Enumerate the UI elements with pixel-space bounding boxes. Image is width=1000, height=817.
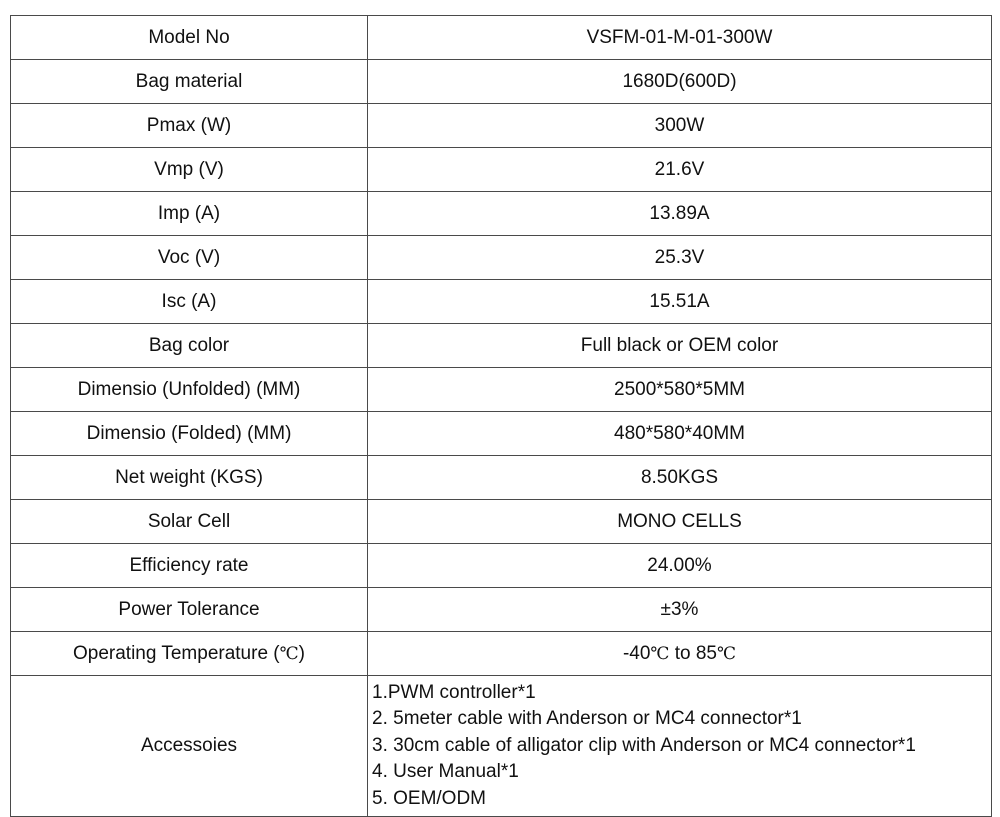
spec-label: Accessoies xyxy=(11,676,368,817)
temp-unit-min: ℃ xyxy=(650,643,670,664)
spec-value: MONO CELLS xyxy=(368,500,992,544)
spec-value: 21.6V xyxy=(368,148,992,192)
spec-row-bag-material xyxy=(11,60,992,104)
spec-label: Pmax (W) xyxy=(11,104,368,148)
spec-row-imp xyxy=(11,192,992,236)
spec-row-net-weight xyxy=(11,456,992,500)
spec-label: Bag material xyxy=(11,60,368,104)
spec-label: Voc (V) xyxy=(11,236,368,280)
spec-label: Power Tolerance xyxy=(11,588,368,632)
spec-label: Efficiency rate xyxy=(11,544,368,588)
spec-row-pmax xyxy=(11,104,992,148)
spec-label: Isc (A) xyxy=(11,280,368,324)
spec-label: Dimensio (Unfolded) (MM) xyxy=(11,368,368,412)
accessory-item: 5. OEM/ODM xyxy=(372,787,487,809)
spec-row-accessories xyxy=(11,676,992,817)
spec-row-bag-color xyxy=(11,324,992,368)
accessory-item: 2. 5meter cable with Anderson or MC4 connector*1 xyxy=(372,708,802,730)
spec-label: Dimensio (Folded) (MM) xyxy=(11,412,368,456)
accessory-item: 4. User Manual*1 xyxy=(372,761,519,783)
spec-value: 25.3V xyxy=(368,236,992,280)
spec-row-solar-cell xyxy=(11,500,992,544)
temp-label-unit: ℃ xyxy=(279,643,299,664)
spec-value: 480*580*40MM xyxy=(368,412,992,456)
spec-row-voc xyxy=(11,236,992,280)
accessory-item: 1.PWM controller*1 xyxy=(372,681,536,703)
spec-value: 2500*580*5MM xyxy=(368,368,992,412)
spec-value: 300W xyxy=(368,104,992,148)
temp-label-close: ) xyxy=(298,642,305,664)
spec-label: Net weight (KGS) xyxy=(11,456,368,500)
spec-value: 24.00% xyxy=(368,544,992,588)
spec-row-dimension-unfolded xyxy=(11,368,992,412)
spec-row-vmp xyxy=(11,148,992,192)
spec-label: Model No xyxy=(11,16,368,60)
accessory-item: 3. 30cm cable of alligator clip with Anderson or MC4 connector*1 xyxy=(372,734,916,756)
spec-value: Full black or OEM color xyxy=(368,324,992,368)
spec-value: 13.89A xyxy=(368,192,992,236)
accessories-list xyxy=(368,676,992,817)
spec-value: ±3% xyxy=(368,588,992,632)
spec-label: Solar Cell xyxy=(11,500,368,544)
temp-unit-max: ℃ xyxy=(717,643,737,664)
temp-min: -40 xyxy=(622,642,651,664)
spec-value: 8.50KGS xyxy=(368,456,992,500)
spec-row-model-no xyxy=(11,16,992,60)
spec-row-isc xyxy=(11,280,992,324)
spec-value: VSFM-01-M-01-300W xyxy=(368,16,992,60)
spec-value: 1680D(600D) xyxy=(368,60,992,104)
spec-row-power-tolerance xyxy=(11,588,992,632)
temp-label-text: Operating Temperature ( xyxy=(72,642,280,664)
spec-label xyxy=(11,632,368,676)
temp-sep: to xyxy=(669,642,696,664)
spec-label: Vmp (V) xyxy=(11,148,368,192)
spec-value xyxy=(368,632,992,676)
spec-row-efficiency xyxy=(11,544,992,588)
spec-value: 15.51A xyxy=(368,280,992,324)
spec-label: Bag color xyxy=(11,324,368,368)
spec-label: Imp (A) xyxy=(11,192,368,236)
temp-max: 85 xyxy=(695,642,717,664)
spec-row-dimension-folded xyxy=(11,412,992,456)
spec-table xyxy=(10,15,992,817)
spec-row-operating-temperature xyxy=(11,632,992,676)
